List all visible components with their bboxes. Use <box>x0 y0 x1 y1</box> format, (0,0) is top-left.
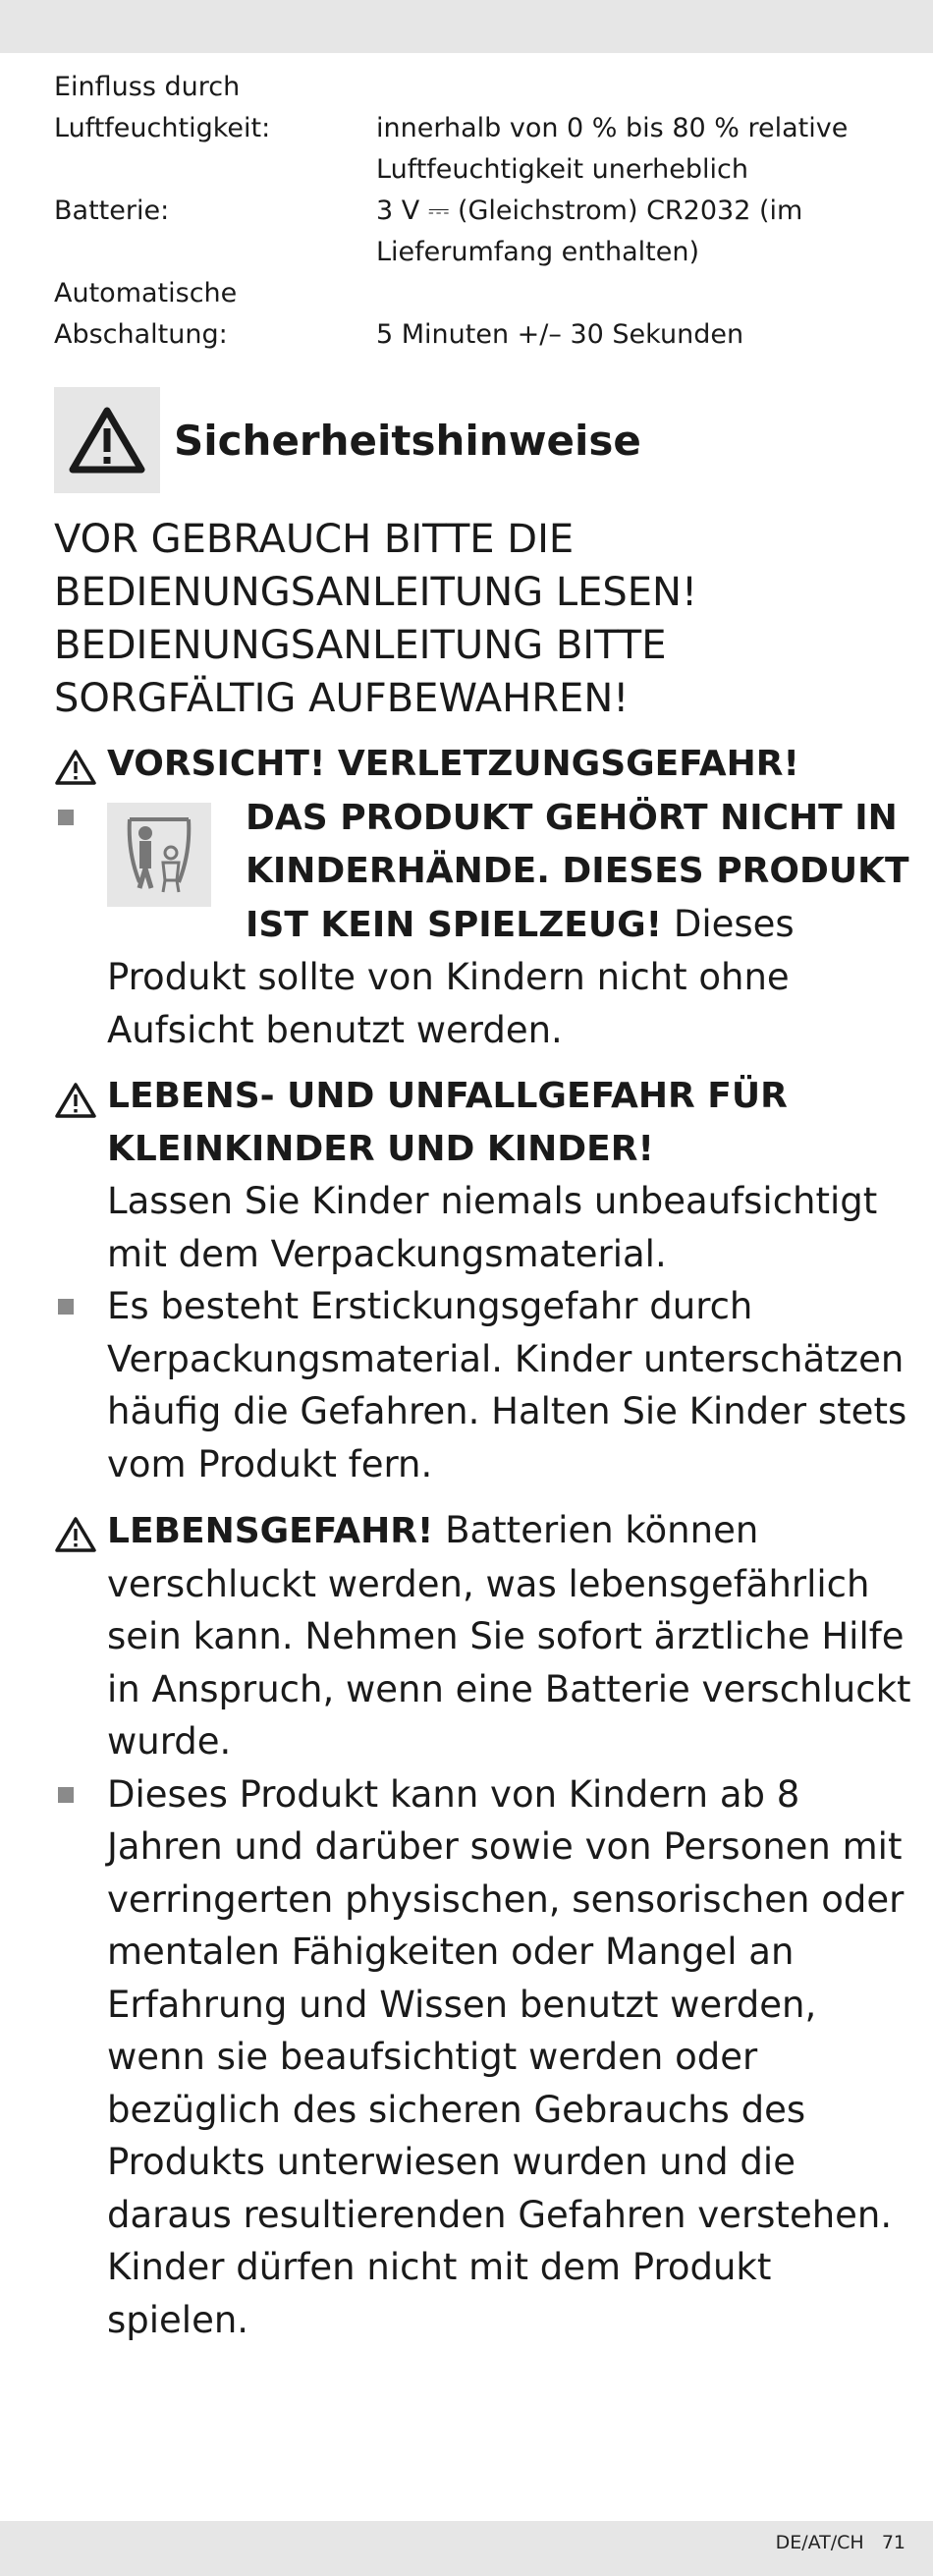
caps-notice: VOR GEBRAUCH BITTE DIE BEDIENUNGSANLEITUNG LESEN! BEDIENUNGSANLEITUNG BITTE SORGFÄLTIG AUFBEWAHREN! <box>54 517 697 721</box>
spec-value: innerhalb von 0 % bis 80 % relative <box>376 113 849 143</box>
bullet-text: Es besteht Erstickungsgefahr durch Verpackungsmaterial. Kinder unterschätzen häufig die Gefahren. Halten Sie Kinder stets vom Produkt fern. <box>107 1285 907 1485</box>
spec-row <box>54 191 879 232</box>
spec-value: Luftfeuchtigkeit unerheblich <box>376 154 748 185</box>
spec-value <box>376 273 879 314</box>
warning-triangle-icon <box>54 1081 97 1134</box>
section-header <box>54 387 641 493</box>
spec-label: Abschaltung: <box>54 319 228 350</box>
spec-value: Lieferumfang enthalten) <box>376 237 699 267</box>
warning-triangle-icon <box>54 387 160 493</box>
bullet-paragraph <box>54 1768 918 2347</box>
warning-text: Batterien können verschluckt werden, was lebensgefährlich sein kann. Nehmen Sie sofort ärztliche Hilfe in Anspruch, wenn eine Batterie verschluckt wurde. <box>107 1509 911 1763</box>
square-bullet-icon <box>58 810 74 825</box>
spec-label: Automatische <box>54 278 238 308</box>
spec-table <box>54 67 879 356</box>
bullet-bold-text: DAS PRODUKT GEHÖRT NICHT IN KINDERHÄNDE. DIESES PRODUKT IST KEIN SPIELZEUG! <box>246 797 909 945</box>
spec-row <box>54 232 879 273</box>
bullet-text: Dieses Produkt kann von Kindern ab 8 Jahren und darüber sowie von Personen mit verringerten physischen, sensorischen oder mentalen Fähigkeiten oder Mangel an Erfahrung und Wissen benutzt werden, wenn sie beaufsichtigt werden oder bezüglich des sicheren Gebrauchs des Produkts unterwiesen wurden und die daraus resultierenden Gefahren verstehen. Kinder dürfen nicht mit dem Produkt spielen. <box>107 1772 905 2341</box>
safety-content <box>54 737 918 2346</box>
bullet-text: Dieses Produkt sollte von Kindern nicht ohne Aufsicht benutzt werden. <box>107 902 795 1051</box>
warning-heading: VORSICHT! VERLETZUNGSGEFAHR! <box>107 744 799 784</box>
warning-paragraph <box>54 1070 918 1280</box>
warning-paragraph <box>54 737 918 791</box>
spec-label: Luftfeuchtigkeit: <box>54 113 271 143</box>
spec-value <box>376 67 879 108</box>
bullet-paragraph <box>54 1280 918 1490</box>
warning-text: Lassen Sie Kinder niemals unbeaufsichtigt mit dem Verpackungsmaterial. <box>107 1180 878 1275</box>
page-number: DE/AT/CH 71 <box>775 2532 906 2553</box>
spec-row <box>54 149 879 191</box>
spec-value: 5 Minuten +/– 30 Sekunden <box>376 319 744 350</box>
spec-row <box>54 67 879 108</box>
spec-label <box>54 232 376 273</box>
spec-row <box>54 108 879 149</box>
spec-label <box>54 149 376 191</box>
warning-heading: LEBENSGEFAHR! <box>107 1511 434 1551</box>
bullet-paragraph <box>54 791 918 1057</box>
top-band <box>0 0 933 53</box>
warning-paragraph <box>54 1504 918 1768</box>
spec-row <box>54 273 879 314</box>
spec-row <box>54 314 879 356</box>
child-hazard-icon <box>107 803 211 907</box>
spec-label: Batterie: <box>54 196 170 226</box>
square-bullet-icon <box>58 1299 74 1315</box>
section-title: Sicherheitshinweise <box>174 416 641 465</box>
warning-triangle-icon <box>54 1515 97 1568</box>
square-bullet-icon <box>58 1787 74 1803</box>
spec-value: 3 V ⎓ (Gleichstrom) CR2032 (im <box>376 196 803 226</box>
warning-heading: LEBENS- UND UNFALLGEFAHR FÜR KLEINKINDER UND KINDER! <box>107 1076 788 1169</box>
spec-label: Einfluss durch <box>54 72 241 102</box>
